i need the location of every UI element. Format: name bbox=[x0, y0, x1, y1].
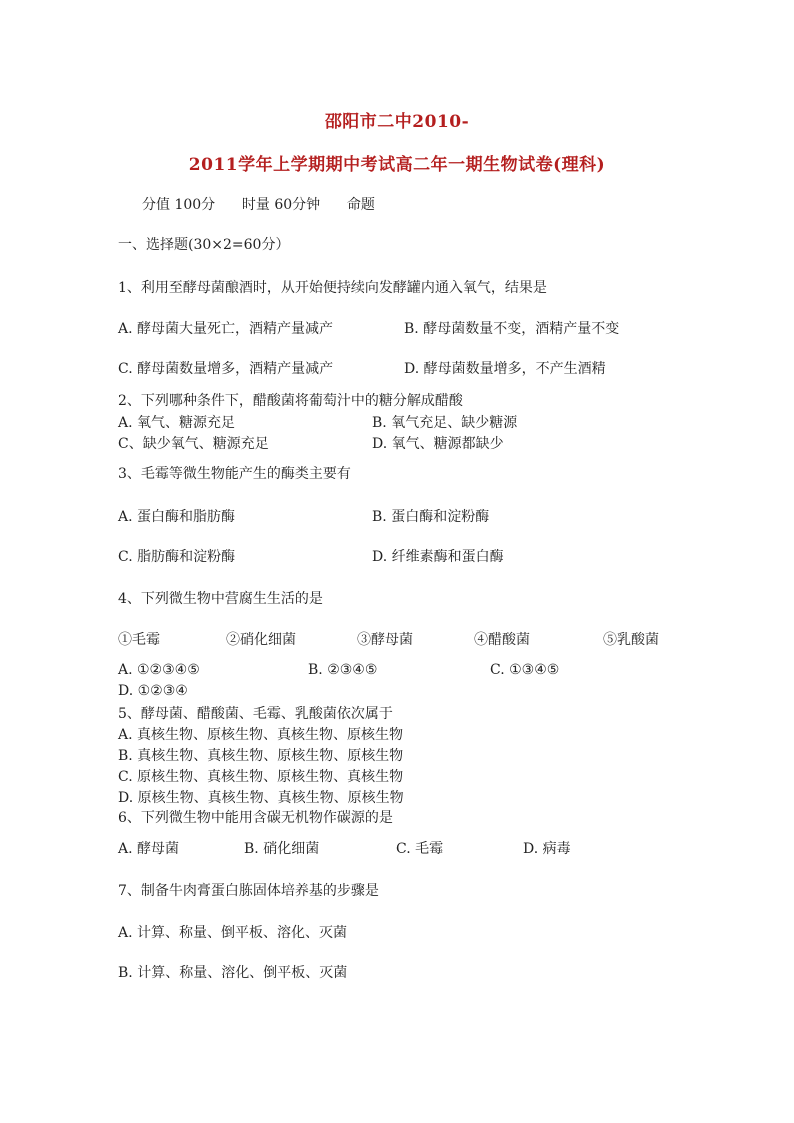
section-heading: 一、选择题(30×2=60分） bbox=[118, 237, 290, 253]
q3-option-d: D. 纤维素酶和蛋白酶 bbox=[372, 549, 504, 565]
q2-stem: 2、下列哪种条件下，醋酸菌将葡萄汁中的糖分解成醋酸 bbox=[118, 393, 463, 409]
q2-option-a: A. 氧气、糖源充足 bbox=[118, 415, 236, 431]
page-title-line1: 邵阳市二中2010- bbox=[324, 112, 470, 132]
q4-item: ⑤乳酸菌 bbox=[603, 632, 659, 648]
q7-stem: 7、制备牛肉膏蛋白胨固体培养基的步骤是 bbox=[118, 883, 379, 899]
q7-option-a: A. 计算、称量、倒平板、溶化、灭菌 bbox=[118, 925, 348, 941]
q4-item: ②硝化细菌 bbox=[226, 632, 296, 648]
q7-option-b: B. 计算、称量、溶化、倒平板、灭菌 bbox=[118, 965, 348, 981]
exam-info: 分值 100分 时量 60分钟 命题 bbox=[142, 197, 375, 213]
q3-option-b: B. 蛋白酶和淀粉酶 bbox=[372, 509, 490, 525]
q2-option-b: B. 氧气充足、缺少糖源 bbox=[372, 415, 518, 431]
q5-option-d: D. 原核生物、真核生物、真核生物、原核生物 bbox=[118, 790, 404, 806]
q6-option-c: C. 毛霉 bbox=[396, 841, 444, 857]
q1-stem: 1、利用至酵母菌酿酒时，从开始便持续向发酵罐内通入氧气，结果是 bbox=[118, 280, 547, 296]
q3-option-a: A. 蛋白酶和脂肪酶 bbox=[118, 509, 236, 525]
q3-option-c: C. 脂肪酶和淀粉酶 bbox=[118, 549, 236, 565]
q1-option-b: B. 酵母菌数量不变，酒精产量不变 bbox=[404, 321, 620, 337]
q1-option-a: A. 酵母菌大量死亡，酒精产量减产 bbox=[118, 321, 334, 337]
q4-option-d: D. ①②③④ bbox=[118, 683, 188, 699]
q4-item: ④醋酸菌 bbox=[474, 632, 530, 648]
q2-option-d: D. 氧气、糖源都缺少 bbox=[372, 436, 504, 452]
q2-option-c: C、缺少氧气、糖源充足 bbox=[118, 436, 269, 452]
q4-option-b: B. ②③④⑤ bbox=[308, 662, 378, 678]
q5-option-a: A. 真核生物、原核生物、真核生物、原核生物 bbox=[118, 727, 404, 743]
q4-option-a: A. ①②③④⑤ bbox=[118, 662, 200, 678]
q6-option-d: D. 病毒 bbox=[523, 841, 571, 857]
q5-stem: 5、酵母菌、醋酸菌、毛霉、乳酸菌依次属于 bbox=[118, 706, 393, 722]
q4-item: ①毛霉 bbox=[118, 632, 160, 648]
page-title-line2: 2011学年上学期期中考试高二年一期生物试卷(理科) bbox=[188, 155, 606, 175]
q4-stem: 4、下列微生物中营腐生生活的是 bbox=[118, 591, 323, 607]
q1-option-c: C. 酵母菌数量增多，酒精产量减产 bbox=[118, 361, 334, 377]
q6-option-b: B. 硝化细菌 bbox=[244, 841, 320, 857]
q3-stem: 3、毛霉等微生物能产生的酶类主要有 bbox=[118, 466, 351, 482]
q4-item: ③酵母菌 bbox=[357, 632, 413, 648]
q4-option-c: C. ①③④⑤ bbox=[490, 662, 560, 678]
q1-option-d: D. 酵母菌数量增多，不产生酒精 bbox=[404, 361, 606, 377]
q6-option-a: A. 酵母菌 bbox=[118, 841, 180, 857]
q6-stem: 6、下列微生物中能用含碳无机物作碳源的是 bbox=[118, 810, 393, 826]
q5-option-c: C. 原核生物、真核生物、原核生物、真核生物 bbox=[118, 769, 404, 785]
q5-option-b: B. 真核生物、真核生物、原核生物、原核生物 bbox=[118, 748, 404, 764]
